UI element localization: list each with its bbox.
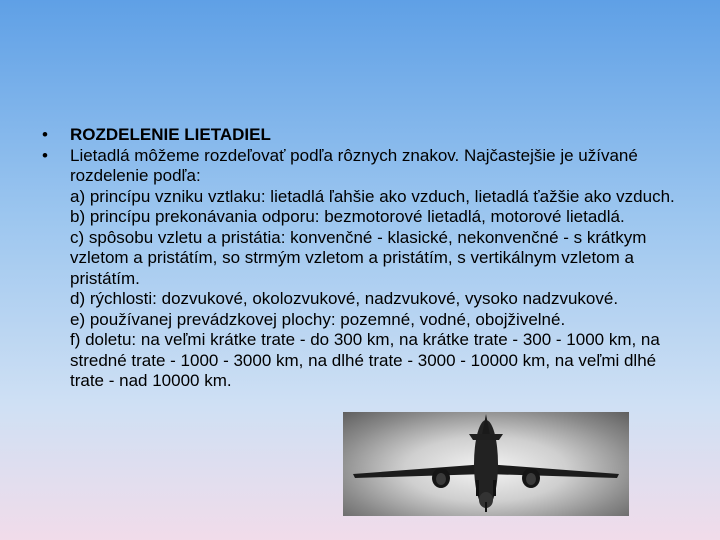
bullet-item-classification (42, 146, 682, 392)
bullet-item-title (42, 125, 682, 146)
criterion-f: f) doletu: na veľmi krátke trate - do 300 km, na krátke trate - 300 - 1000 km, na stredné trate - 1000 - 3000 km, na dlhé trate - 3000 - 10000 km, na veľmi dlhé trate - nad 10000 km. (70, 330, 660, 390)
criterion-c: c) spôsobu vzletu a pristátia: konvenčné - klasické, nekonvenčné - s krátkym vzletom a pristátím, so strmým vzletom a pristátím, s vertikálnym vzletom a pristátím. (70, 227, 647, 288)
criterion-b: b) princípu prekonávania odporu: bezmotorové lietadlá, motorové lietadlá. (70, 207, 625, 226)
criterion-a: a) princípu vzniku vztlaku: lietadlá ľahšie ako vzduch, lietadlá ťažšie ako vzduch. (70, 186, 675, 206)
airplane-icon (343, 412, 629, 516)
criterion-e: e) používanej prevádzkovej plochy: pozemné, vodné, obojživelné. (70, 309, 566, 329)
criterion-d: d) rýchlosti: dozvukové, okolozvukové, nadzvukové, vysoko nadzvukové. (70, 289, 619, 308)
intro-text: • Lietadlá môžeme rozdeľovať podľa rôznych znakov. Najčastejšie je užívané rozdelenie podľa: (70, 145, 638, 185)
section-title: ROZDELENIE LIETADIEL (70, 125, 271, 144)
bullet-list (42, 125, 682, 392)
airplane-photo (343, 412, 629, 516)
